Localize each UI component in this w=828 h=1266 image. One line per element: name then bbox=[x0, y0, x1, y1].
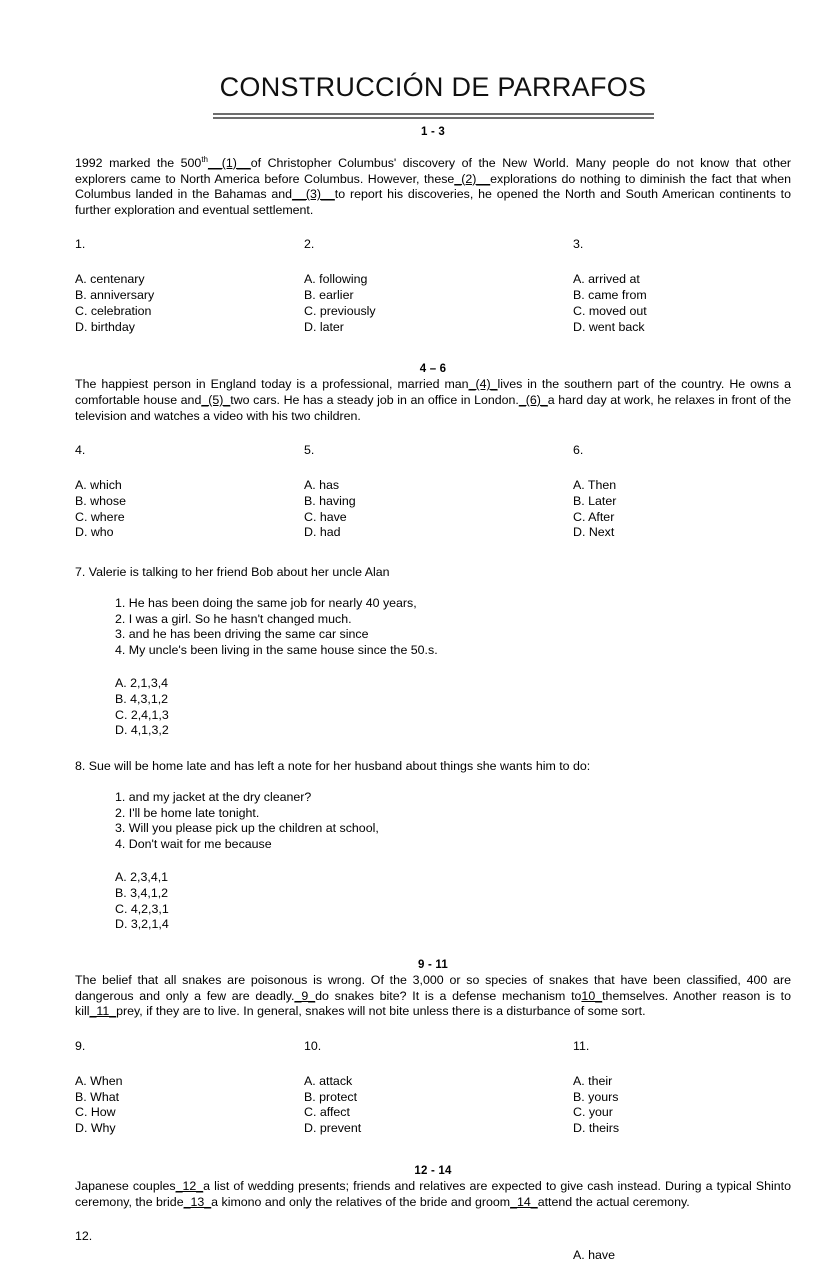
option-6c[interactable]: C. After bbox=[573, 509, 615, 524]
blank-6: _(6)_ bbox=[518, 393, 548, 408]
option-11b[interactable]: B. yours bbox=[573, 1089, 619, 1104]
option-6b[interactable]: B. Later bbox=[573, 493, 617, 508]
question-number-6: 6. bbox=[573, 443, 584, 458]
question-number-1: 1. bbox=[75, 237, 86, 252]
option-2a[interactable]: A. following bbox=[304, 272, 368, 287]
option-8c[interactable]: C. 4,2,3,1 bbox=[115, 901, 169, 916]
option-5b[interactable]: B. having bbox=[304, 493, 356, 508]
option-9a[interactable]: A. When bbox=[75, 1073, 123, 1088]
option-column-11 bbox=[573, 1039, 619, 1137]
options-block-1-3 bbox=[75, 237, 791, 337]
passage-text: themselves. Another reason is to kill bbox=[75, 988, 792, 1019]
ordinal-suffix: th bbox=[201, 154, 208, 164]
option-11c[interactable]: C. your bbox=[573, 1105, 613, 1120]
blank-12: _12_ bbox=[175, 1178, 204, 1193]
passage-text: explorations do nothing to diminish the fact that when Columbus landed in the Bahamas and bbox=[75, 171, 791, 202]
spacer bbox=[75, 739, 791, 759]
ordering-item: 1. and my jacket at the dry cleaner? bbox=[115, 789, 312, 804]
question-number-12: 12. bbox=[75, 1229, 93, 1244]
option-2d[interactable]: D. later bbox=[304, 319, 344, 334]
passage-text: a list of wedding presents; friends and relatives are expected to give cash instead. During a typical Shinto ceremony, the bride bbox=[75, 1178, 791, 1209]
question-8-answers bbox=[75, 870, 791, 933]
question-8-items bbox=[75, 790, 791, 853]
passage-text: Japanese couples bbox=[75, 1178, 176, 1193]
option-9c[interactable]: C. How bbox=[75, 1105, 116, 1120]
option-10a[interactable]: A. attack bbox=[304, 1073, 353, 1088]
ordering-item: 3. Will you please pick up the children at school, bbox=[115, 821, 379, 836]
option-9b[interactable]: B. What bbox=[75, 1089, 120, 1104]
passage-9-11 bbox=[75, 973, 791, 1020]
passage-text: 1992 marked the 500 bbox=[75, 156, 202, 171]
option-14a[interactable]: A. have bbox=[573, 1248, 616, 1263]
passage-text: two cars. He has a steady job in an office in London. bbox=[230, 393, 519, 408]
question-7-items bbox=[75, 596, 791, 659]
option-1a[interactable]: A. centenary bbox=[75, 272, 145, 287]
question-7-answers bbox=[75, 676, 791, 739]
option-1d[interactable]: D. birthday bbox=[75, 319, 135, 334]
passage-text: The happiest person in England today is a professional, married man bbox=[75, 377, 469, 392]
blank-9: _9_ bbox=[294, 988, 316, 1003]
option-6a[interactable]: A. Then bbox=[573, 478, 617, 492]
blank-2: _(2)__ bbox=[454, 171, 491, 186]
option-3d[interactable]: D. went back bbox=[573, 319, 645, 334]
ordering-item: 2. I was a girl. So he hasn't changed much. bbox=[115, 611, 352, 626]
option-column-3 bbox=[573, 237, 647, 335]
ordering-item: 2. I'll be home late tonight. bbox=[115, 805, 260, 820]
question-number-3: 3. bbox=[573, 237, 584, 252]
question-number-11: 11. bbox=[573, 1038, 590, 1053]
question-8-stem: 8. Sue will be home late and has left a note for her husband about things she wants him to do: bbox=[75, 759, 591, 774]
passage-1-3 bbox=[75, 156, 791, 218]
passage-text: prey, if they are to live. In general, snakes will not bite unless there is a disturbance of some sort. bbox=[116, 1004, 646, 1019]
passage-text: a kimono and only the relatives of the bride and groom bbox=[211, 1194, 511, 1209]
question-number-10: 10. bbox=[304, 1038, 322, 1053]
passage-4-6 bbox=[75, 377, 791, 424]
passage-text: to report his discoveries, he opened the North and South American continents to further exploration and eventual settlement. bbox=[75, 187, 791, 217]
option-5c[interactable]: C. have bbox=[304, 509, 347, 524]
section-heading-1-3: 1 - 3 bbox=[420, 126, 445, 139]
option-7c[interactable]: C. 2,4,1,3 bbox=[115, 707, 169, 722]
section-heading-4-6: 4 – 6 bbox=[419, 363, 447, 376]
question-number-2: 2. bbox=[304, 237, 315, 252]
question-7-stem: 7. Valerie is talking to her friend Bob about her uncle Alan bbox=[75, 565, 390, 580]
spacer bbox=[75, 140, 791, 156]
option-7a[interactable]: A. 2,1,3,4 bbox=[115, 675, 169, 690]
passage-12-14 bbox=[75, 1179, 791, 1210]
blank-5: _(5)_ bbox=[201, 393, 231, 408]
ordering-item: 1. He has been doing the same job for nearly 40 years, bbox=[115, 595, 417, 610]
title-divider bbox=[213, 113, 654, 119]
ordering-item: 3. and he has been driving the same car since bbox=[115, 627, 369, 642]
passage-text: a hard day at work, he relaxes in front of the television and watches a video with his two children. bbox=[75, 393, 791, 423]
page-title: CONSTRUCCIÓN DE PARRAFOS bbox=[219, 72, 647, 102]
option-8d[interactable]: D. 3,2,1,4 bbox=[115, 917, 169, 932]
blank-4: _(4)_ bbox=[468, 377, 498, 392]
option-column-9 bbox=[75, 1039, 123, 1137]
blank-3: __(3)__ bbox=[292, 187, 335, 202]
option-2c[interactable]: C. previously bbox=[304, 303, 376, 318]
blank-10: 10_ bbox=[581, 988, 603, 1003]
option-1b[interactable]: B. anniversary bbox=[75, 288, 155, 303]
option-8a[interactable]: A. 2,3,4,1 bbox=[115, 869, 169, 884]
option-10d[interactable]: D. prevent bbox=[304, 1121, 362, 1136]
option-7b[interactable]: B. 4,3,1,2 bbox=[115, 691, 169, 706]
option-7d[interactable]: D. 4,1,3,2 bbox=[115, 723, 169, 738]
option-3b[interactable]: B. came from bbox=[573, 288, 647, 303]
passage-text: lives in the southern part of the country. He owns a comfortable house and bbox=[75, 377, 791, 408]
options-block-9-11 bbox=[75, 1039, 791, 1139]
option-11d[interactable]: D. theirs bbox=[573, 1121, 620, 1136]
options-block-4-6 bbox=[75, 443, 791, 543]
option-column-6 bbox=[573, 443, 616, 541]
option-11a[interactable]: A. their bbox=[573, 1073, 613, 1088]
option-column-12 bbox=[75, 1229, 92, 1264]
option-3a[interactable]: A. arrived at bbox=[573, 272, 640, 287]
blank-1: __(1)__ bbox=[208, 156, 251, 171]
option-column-4 bbox=[75, 443, 126, 541]
blank-13: _13_ bbox=[183, 1194, 212, 1209]
spacer bbox=[75, 543, 791, 565]
option-4d[interactable]: D. who bbox=[75, 525, 114, 540]
question-number-4: 4. bbox=[75, 443, 86, 458]
passage-text: The belief that all snakes are poisonous is wrong. Of the 3,000 or so species of snakes that have been classified, 400 are dangerous and only a few are deadly. bbox=[75, 973, 791, 1003]
option-column-1 bbox=[75, 237, 154, 335]
question-number-5: 5. bbox=[304, 443, 315, 458]
option-10c[interactable]: C. affect bbox=[304, 1105, 350, 1120]
option-6d[interactable]: D. Next bbox=[573, 525, 615, 540]
blank-11: _11_ bbox=[89, 1004, 117, 1019]
option-column-5 bbox=[304, 443, 356, 541]
option-column-10 bbox=[304, 1039, 361, 1137]
document-content bbox=[75, 0, 792, 1263]
passage-text: attend the actual ceremony. bbox=[537, 1194, 690, 1209]
passage-text: do snakes bite? It is a defense mechanism to bbox=[315, 988, 582, 1003]
option-4b[interactable]: B. whose bbox=[75, 493, 126, 508]
option-4a[interactable]: A. which bbox=[75, 478, 122, 492]
ordering-item: 4. Don't wait for me because bbox=[115, 837, 272, 852]
question-number-9: 9. bbox=[75, 1038, 86, 1053]
option-4c[interactable]: C. where bbox=[75, 509, 125, 524]
option-3c[interactable]: C. moved out bbox=[573, 303, 647, 318]
option-8b[interactable]: B. 3,4,1,2 bbox=[115, 885, 169, 900]
ordering-item: 4. My uncle's been living in the same house since the 50.s. bbox=[115, 643, 438, 658]
section-heading-12-14: 12 - 14 bbox=[414, 1164, 452, 1177]
blank-14: _14_ bbox=[510, 1194, 538, 1209]
option-10b[interactable]: B. protect bbox=[304, 1089, 358, 1104]
option-1c[interactable]: C. celebration bbox=[75, 303, 152, 318]
section-heading-9-11: 9 - 11 bbox=[418, 959, 448, 972]
option-9d[interactable]: D. Why bbox=[75, 1121, 116, 1136]
option-5d[interactable]: D. had bbox=[304, 525, 341, 540]
option-column-2 bbox=[304, 237, 376, 335]
option-2b[interactable]: B. earlier bbox=[304, 288, 354, 303]
option-5a[interactable]: A. has bbox=[304, 478, 340, 492]
passage-text: of Christopher Columbus' discovery of the New World. Many people do not know that other explorers came to North America before Columbus. However, these bbox=[75, 156, 792, 186]
option-column-14 bbox=[573, 1229, 615, 1264]
